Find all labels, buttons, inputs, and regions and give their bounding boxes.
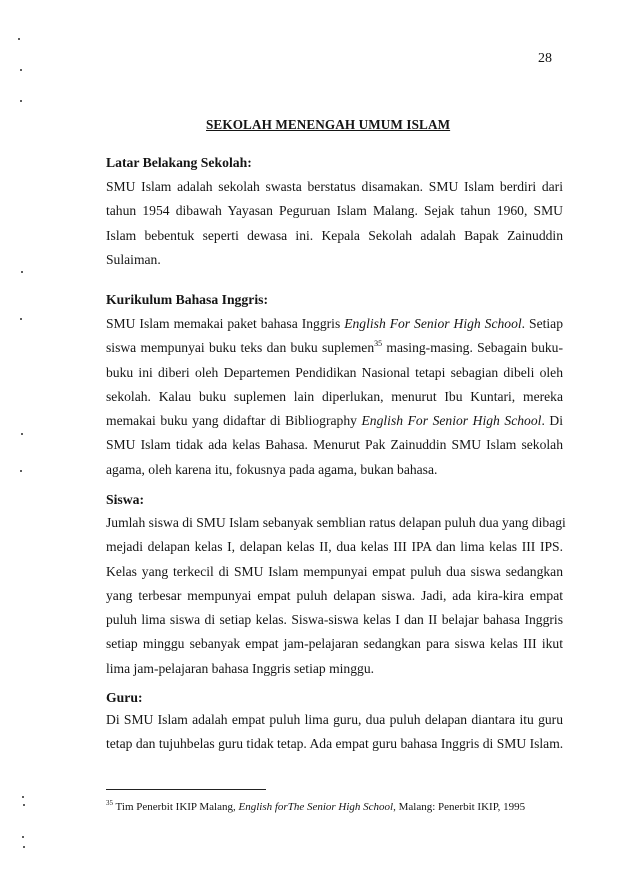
body-text-line: Di SMU Islam adalah empat puluh lima guru, dua puluh delapan diantara itu guru bbox=[106, 712, 563, 727]
body-text-line: yang terbesar mempunyai empat puluh delapan siswa. Jadi, ada kira-kira empat bbox=[106, 587, 563, 603]
footnote-publisher: , Malang: Penerbit IKIP, 1995 bbox=[393, 801, 526, 813]
text-run: . Di bbox=[541, 413, 564, 429]
body-text-line: SMU Islam adalah sekolah swasta berstatus disamakan. SMU Islam berdiri dari bbox=[106, 179, 563, 194]
footnote-text: Tim Penerbit IKIP Malang, bbox=[113, 801, 239, 813]
section-heading: Siswa: bbox=[106, 492, 145, 507]
scan-speck bbox=[22, 836, 24, 838]
body-text-line: agama, oleh karena itu, fokusnya pada agama, bukan bahasa. bbox=[106, 461, 438, 477]
section-body bbox=[106, 312, 563, 482]
body-text-line: puluh lima siswa di setiap kelas. Siswa-siswa kelas I dan II belajar bahasa Inggris bbox=[106, 612, 563, 628]
section-heading: Latar Belakang Sekolah: bbox=[106, 155, 252, 170]
body-text-line: tetap dan tujuhbelas guru tidak tetap. Ada empat guru bahasa Inggris di SMU Islam. bbox=[106, 736, 564, 752]
section-body bbox=[106, 175, 563, 272]
scan-speck bbox=[18, 38, 20, 40]
body-text-line bbox=[106, 409, 563, 433]
footnote bbox=[106, 801, 525, 813]
footnote-divider bbox=[106, 789, 266, 790]
scan-speck bbox=[21, 433, 23, 435]
scan-speck bbox=[23, 846, 25, 848]
scan-speck bbox=[20, 100, 22, 102]
italic-book-title: English For Senior High School bbox=[344, 316, 522, 331]
scan-speck bbox=[22, 796, 24, 798]
footnote-book-title: English forThe Senior High School bbox=[238, 801, 394, 813]
body-text-line: lima jam-pelajaran bahasa Inggris setiap minggu. bbox=[106, 660, 375, 676]
text-run: siswa mempunyai buku teks dan buku suplemen bbox=[106, 340, 375, 356]
body-text-line bbox=[106, 312, 563, 336]
document-title: SEKOLAH MENENGAH UMUM ISLAM bbox=[206, 117, 451, 132]
footnote-reference: 35 bbox=[374, 339, 383, 349]
text-run: memakai buku yang didaftar di Bibliography bbox=[106, 413, 362, 429]
italic-book-title: English For Senior High School bbox=[361, 413, 542, 429]
body-text-line: sekolah. Kalau buku suplemen lain diperlukan, menurut Ibu Kuntari, mereka bbox=[106, 388, 563, 404]
scan-speck bbox=[20, 470, 22, 472]
page-number: 28 bbox=[538, 51, 552, 66]
body-text-line: Jumlah siswa di SMU Islam sebanyak semblian ratus delapan puluh dua yang dibagi bbox=[106, 515, 566, 530]
section-heading: Guru: bbox=[106, 690, 143, 705]
scan-speck bbox=[20, 69, 22, 71]
body-text-line bbox=[106, 336, 563, 360]
body-text-line: buku ini diberi oleh Departemen Pendidikan Nasional tetapi sebagian dibeli oleh bbox=[106, 364, 563, 380]
text-run: masing-masing. Sebagain buku- bbox=[382, 340, 563, 356]
scan-speck bbox=[23, 804, 25, 806]
section-heading: Kurikulum Bahasa Inggris: bbox=[106, 292, 269, 307]
text-run: . Setiap bbox=[521, 316, 564, 331]
body-text-line: SMU Islam tidak ada kelas Bahasa. Menurut Pak Zainuddin SMU Islam sekolah bbox=[106, 437, 563, 453]
body-text-line: Sulaiman. bbox=[106, 251, 161, 267]
section-body bbox=[106, 708, 563, 757]
text-run: SMU Islam memakai paket bahasa Inggris bbox=[106, 316, 345, 331]
body-text-line: Islam bebentuk seperti dewasa ini. Kepala Sekolah adalah Bapak Zainuddin bbox=[106, 227, 563, 243]
section-body bbox=[106, 511, 566, 681]
body-text-line: mejadi delapan kelas I, delapan kelas II, dua kelas III IPA dan lima kelas III IPS. bbox=[106, 539, 563, 555]
body-text-line: setiap minggu sebanyak empat jam-pelajaran sedangkan para siswa kelas III ikut bbox=[106, 636, 563, 652]
scan-speck bbox=[20, 318, 22, 320]
body-text-line: Kelas yang terkecil di SMU Islam mempunyai empat puluh dua siswa sedangkan bbox=[106, 563, 563, 579]
body-text-line: tahun 1954 dibawah Yayasan Peguruan Islam Malang. Sejak tahun 1960, SMU bbox=[106, 203, 563, 219]
scan-speck bbox=[21, 271, 23, 273]
footnote-number: 35 bbox=[106, 799, 113, 807]
